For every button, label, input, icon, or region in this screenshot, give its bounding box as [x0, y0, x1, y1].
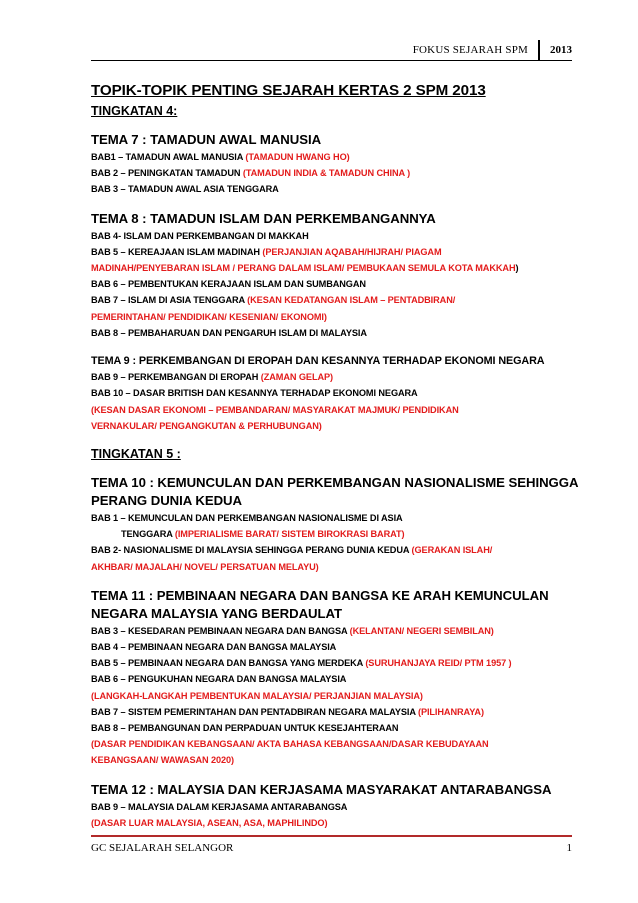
- theme-10-title-cont: PERANG DUNIA KEDUA: [91, 493, 243, 509]
- level-heading-4: TINGKATAN 4:: [91, 104, 178, 118]
- item-text: BAB 3 – KESEDARAN PEMBINAAN NEGARA DAN BANGSA: [91, 625, 350, 636]
- item-text: ): [515, 263, 519, 274]
- theme-10-item-cont: [91, 526, 581, 542]
- theme-10-item: [91, 542, 581, 558]
- item-text: BAB 5 – PEMBINAAN NEGARA DAN BANGSA YANG MERDEKA: [91, 658, 366, 669]
- item-note: (IMPERIALISME BARAT/ SISTEM BIROKRASI BARAT): [174, 529, 405, 540]
- item-text: BAB 7 – ISLAM DI ASIA TENGGARA: [91, 295, 248, 306]
- theme-8-item-cont: PEMERINTAHAN/ PENDIDIKAN/ KESENIAN/ EKONOMI): [91, 311, 327, 322]
- theme-7-item: [91, 165, 581, 181]
- item-text: BAB1 – TAMADUN AWAL MANUSIA: [91, 152, 246, 162]
- theme-9-item: [91, 369, 581, 385]
- theme-8-item: [91, 244, 581, 260]
- theme-10-item-cont: AKHBAR/ MAJALAH/ NOVEL/ PERSATUAN MELAYU): [91, 561, 319, 572]
- page-header: [413, 40, 572, 60]
- theme-8-item: BAB 4- ISLAM DAN PERKEMBANGAN DI MAKKAH: [91, 230, 309, 241]
- item-note: (GERAKAN ISLAH/: [411, 545, 493, 556]
- theme-11-title-cont: NEGARA MALAYSIA YANG BERDAULAT: [91, 605, 343, 621]
- item-note: (TAMADUN INDIA & TAMADUN CHINA ): [242, 168, 411, 179]
- footer-source: GC SEJALARAH SELANGOR: [91, 842, 234, 854]
- level-heading-5: TINGKATAN 5 :: [91, 447, 181, 462]
- item-text: BAB 2 – PENINGKATAN TAMADUN: [91, 168, 243, 179]
- theme-10-item: BAB 1 – KEMUNCULAN DAN PERKEMBANGAN NASIONALISME DI ASIA: [91, 513, 403, 524]
- theme-12-item: BAB 9 – MALAYSIA DALAM KERJASAMA ANTARABANGSA: [91, 801, 348, 812]
- theme-11-item: BAB 6 – PENGUKUHAN NEGARA DAN BANGSA MALAYSIA: [91, 674, 347, 685]
- theme-8-title: TEMA 8 : TAMADUN ISLAM DAN PERKEMBANGANNYA: [91, 210, 436, 226]
- theme-9-item: BAB 10 – DASAR BRITISH DAN KESANNYA TERHADAP EKONOMI NEGARA: [91, 388, 418, 399]
- item-note: MADINAH/PENYEBARAN ISLAM / PERANG DALAM ISLAM/ PEMBUKAAN SEMULA KOTA MAKKAH: [91, 263, 516, 274]
- footer-rule: [91, 835, 572, 837]
- header-year: 2013: [550, 44, 572, 56]
- theme-11-item: [91, 655, 581, 671]
- page-number: 1: [566, 842, 572, 854]
- theme-11-item-cont: (DASAR PENDIDIKAN KEBANGSAAN/ AKTA BAHASA KEBANGSAAN/DASAR KEBUDAYAAN: [91, 739, 489, 750]
- theme-11-title: TEMA 11 : PEMBINAAN NEGARA DAN BANGSA KE ARAH KEMUNCULAN: [91, 587, 549, 603]
- theme-7-item: BAB 3 – TAMADUN AWAL ASIA TENGGARA: [91, 184, 279, 195]
- item-note: (PERJANJIAN AQABAH/HIJRAH/ PIAGAM: [262, 246, 442, 257]
- theme-9-item-cont: VERNAKULAR/ PENGANGKUTAN & PERHUBUNGAN): [91, 420, 322, 431]
- theme-11-item: [91, 704, 581, 720]
- theme-11-item: BAB 8 – PEMBANGUNAN DAN PERPADUAN UNTUK KESEJAHTERAAN: [91, 723, 399, 734]
- item-text: BAB 9 – PERKEMBANGAN DI EROPAH: [91, 372, 261, 383]
- theme-8-item: BAB 6 – PEMBENTUKAN KERAJAAN ISLAM DAN SUMBANGAN: [91, 279, 366, 290]
- theme-8-item-cont: [91, 260, 581, 276]
- theme-8-item: BAB 8 – PEMBAHARUAN DAN PENGARUH ISLAM DI MALAYSIA: [91, 327, 367, 338]
- page-footer: [91, 842, 572, 854]
- item-note: (SURUHANJAYA REID/ PTM 1957 ): [365, 658, 512, 669]
- theme-10-title: TEMA 10 : KEMUNCULAN DAN PERKEMBANGAN NASIONALISME SEHINGGA: [91, 475, 579, 491]
- theme-9-title: TEMA 9 : PERKEMBANGAN DI EROPAH DAN KESANNYA TERHADAP EKONOMI NEGARA: [91, 355, 545, 368]
- theme-11-item: BAB 4 – PEMBINAAN NEGARA DAN BANGSA MALAYSIA: [91, 642, 337, 653]
- theme-7-title: TEMA 7 : TAMADUN AWAL MANUSIA: [91, 132, 322, 147]
- theme-7-item: [91, 149, 581, 165]
- theme-12-title: TEMA 12 : MALAYSIA DAN KERJASAMA MASYARAKAT ANTARABANGSA: [91, 781, 552, 797]
- theme-11-item-cont: (LANGKAH-LANGKAH PEMBENTUKAN MALAYSIA/ PERJANJIAN MALAYSIA): [91, 690, 423, 701]
- document-title: TOPIK-TOPIK PENTING SEJARAH KERTAS 2 SPM 2013: [91, 82, 486, 99]
- theme-9-item-cont: (KESAN DASAR EKONOMI – PEMBANDARAN/ MASYARAKAT MAJMUK/ PENDIDIKAN: [91, 404, 459, 415]
- item-note: (KESAN KEDATANGAN ISLAM – PENTADBIRAN/: [247, 295, 456, 306]
- item-note: (PILIHANRAYA): [417, 706, 484, 717]
- document-body: [91, 82, 581, 831]
- theme-8-item: [91, 292, 581, 308]
- header-title: FOKUS SEJARAH SPM: [412, 44, 528, 56]
- item-text: TENGGARA: [121, 529, 175, 540]
- item-note: (KELANTAN/ NEGERI SEMBILAN): [349, 625, 494, 636]
- item-note: (TAMADUN HWANG HO): [245, 152, 350, 162]
- theme-11-item-cont: KEBANGSAAN/ WAWASAN 2020): [91, 755, 234, 766]
- header-rule: [91, 60, 572, 61]
- theme-11-item: [91, 623, 581, 639]
- item-text: BAB 7 – SISTEM PEMERINTAHAN DAN PENTADBIRAN NEGARA MALAYSIA: [91, 706, 418, 717]
- item-text: BAB 5 – KEREAJAAN ISLAM MADINAH: [91, 246, 263, 257]
- item-text: BAB 2- NASIONALISME DI MALAYSIA SEHINGGA PERANG DUNIA KEDUA: [91, 545, 412, 556]
- theme-12-item-cont: (DASAR LUAR MALAYSIA, ASEAN, ASA, MAPHILINDO): [91, 817, 328, 828]
- item-note: (ZAMAN GELAP): [260, 372, 333, 383]
